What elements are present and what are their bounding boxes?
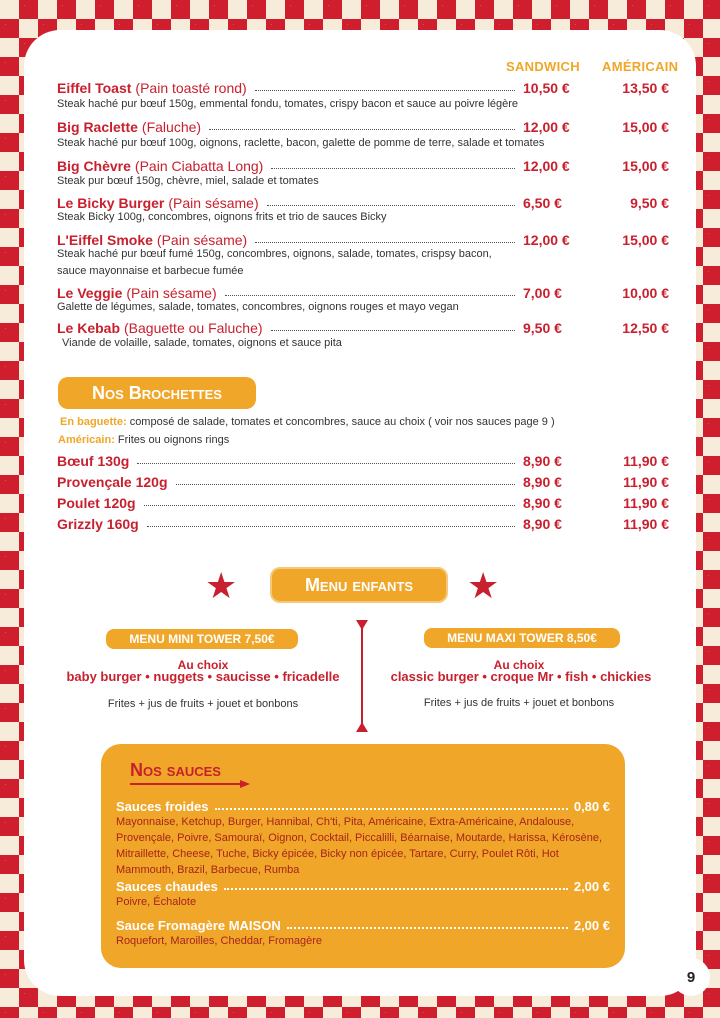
americain-price: 15,00 € [622,158,669,174]
americain-text: Frites ou oignons rings [117,434,230,446]
sandwich-price: 8,90 € [523,516,562,532]
title-underline [128,779,252,789]
leader-dots [255,242,515,243]
leader-dots [147,526,515,527]
leader-dots [267,205,515,206]
leader-dots [215,808,568,810]
item-description: Galette de légumes, salade, tomates, concombres, oignons rouges et mayo vegan [57,301,459,313]
item-description: sauce mayonnaise et barbecue fumée [57,265,244,277]
item-name: Eiffel Toast [57,80,132,96]
americain-price: 12,50 € [622,320,669,336]
leader-dots [176,484,515,485]
item-description: Viande de volaille, salade, tomates, oignons et sauce pita [62,337,342,349]
sandwich-price: 12,00 € [523,158,570,174]
option: croque Mr [490,669,554,684]
leader-dots [287,927,568,929]
leader-dots [271,330,515,331]
sauce-list: Roquefort, Maroilles, Cheddar, Fromagère [116,935,323,947]
americain-column-header: AMÉRICAIN [602,59,679,74]
item-description: Steak haché pur bœuf fumé 150g, concombres, oignons, salade, tomates, crispsy bacon, [57,248,492,260]
sandwich-price: 8,90 € [523,495,562,511]
baguette-label: En baguette: [60,416,127,428]
item-name: Bœuf 130g [57,453,130,469]
americain-label: Américain: [58,434,115,446]
americain-price: 11,90 € [623,453,669,469]
americain-price: 11,90 € [623,474,669,490]
leader-dots [224,888,568,890]
americain-price: 11,90 € [623,516,669,532]
baguette-text: composé de salade, tomates et concombres, sauce au choix ( voir nos sauces page 9 ) [129,416,555,428]
americain-price: 10,00 € [622,285,669,301]
item-name: Provençale 120g [57,474,168,490]
option: classic burger [390,669,479,684]
item-name: Big Chèvre [57,158,131,174]
item-name: Le Bicky Burger [57,195,165,211]
americain-price: 13,50 € [622,80,669,96]
menu-item [57,191,669,211]
item-name: Le Veggie [57,285,123,301]
sandwich-price: 12,00 € [523,119,570,135]
item-bread: (Faluche) [141,119,202,135]
menu-item [57,281,669,301]
brochette-item [57,470,669,490]
sandwich-price: 6,50 € [523,195,562,211]
sauce-group-price: 2,00 € [573,918,610,933]
option: baby burger [66,669,142,684]
sauce-group [116,915,610,933]
leader-dots [209,129,515,130]
americain-price: 15,00 € [622,119,669,135]
maxi-options: classic burger • croque Mr • fish • chickies [390,669,652,684]
brochettes-title: Nos Brochettes [58,377,256,409]
sauce-list: Poivre, Échalote [116,896,197,908]
item-name: Big Raclette [57,119,138,135]
maxi-tower-title: MENU MAXI TOWER 8,50€ [424,628,620,648]
page-number: 9 [672,958,710,996]
option: fish [565,669,589,684]
item-name: Grizzly 160g [57,516,139,532]
sauce-group-name: Sauces chaudes [116,879,218,894]
item-bread: (Pain sésame) [156,232,248,248]
item-name: L'Eiffel Smoke [57,232,153,248]
option: saucisse [215,669,271,684]
menu-item [57,154,669,174]
menu-item [57,228,669,248]
sandwich-price: 10,50 € [523,80,570,96]
item-description: Steak pur bœuf 150g, chèvre, miel, salade et tomates [57,175,319,187]
sandwich-price: 8,90 € [523,453,562,469]
menu-item [57,316,669,336]
americain-price: 11,90 € [623,495,669,511]
menu-item [57,76,669,96]
mini-options: baby burger • nuggets • saucisse • fricadelle [66,669,340,684]
sauce-list: Mayonnaise, Ketchup, Burger, Hannibal, Ch'ti, Pita, Américaine, Extra-Américaine, Andalouse, Provençale, Poivre, Samouraï, Oignon, Cocktail, Piccalilli, Béarnaise, Moutarde, Harissa, Kérosène, Mitraillette, Cheese, Tuche, Bicky épicée, Bicky non épicée, Tartare, Curry, Poulet Rôti, Hot Mammouth, Brazil, Barbecue, Rumba [116,816,603,876]
sandwich-price: 12,00 € [523,232,570,248]
item-bread: (Pain sésame) [168,195,259,211]
item-name: Le Kebab [57,320,121,336]
sauce-group-name: Sauce Fromagère MAISON [116,918,281,933]
sauces-title: Nos sauces [130,760,221,780]
sauce-group-name: Sauces froides [116,799,209,814]
option: fricadelle [282,669,340,684]
americain-price: 9,50 € [630,195,669,211]
option: chickies [600,669,652,684]
star-icon: ★ [205,565,238,606]
star-icon: ★ [467,565,500,606]
sandwich-column-header: SANDWICH [506,59,580,74]
leader-dots [144,505,515,506]
item-name: Poulet 120g [57,495,136,511]
brochettes-baguette-line [60,416,555,428]
item-bread: (Pain sésame) [126,285,217,301]
brochette-item [57,512,669,532]
sandwich-price: 8,90 € [523,474,562,490]
enfants-title: Menu enfants [270,567,448,603]
leader-dots [271,168,515,169]
item-description: Steak Bicky 100g, concombres, oignons frits et trio de sauces Bicky [57,211,387,223]
leader-dots [225,295,515,296]
item-bread: (Baguette ou Faluche) [124,320,263,336]
brochette-item [57,491,669,511]
mini-extras: Frites + jus de fruits + jouet et bonbons [107,698,299,710]
option: nuggets [153,669,204,684]
item-description: Steak haché pur bœuf 150g, emmental fondu, tomates, crispy bacon et sauce au poivre légère [57,98,519,110]
mini-tower-title: MENU MINI TOWER 7,50€ [106,629,298,649]
item-bread: (Pain Ciabatta Long) [134,158,264,174]
maxi-extras: Frites + jus de fruits + jouet et bonbons [423,697,615,709]
sauce-group-price: 0,80 € [573,799,610,814]
brochette-item [57,449,669,469]
sauce-group [116,796,610,814]
americain-price: 15,00 € [622,232,669,248]
maxi-choice-label: Au choix [493,658,545,672]
sauce-group-price: 2,00 € [573,879,610,894]
leader-dots [137,463,515,464]
sandwich-price: 9,50 € [523,320,562,336]
sauce-group [116,876,610,894]
brochettes-americain-line [58,434,229,446]
mini-choice-label: Au choix [177,658,229,672]
sandwich-price: 7,00 € [523,285,562,301]
item-bread: (Pain toasté rond) [135,80,247,96]
leader-dots [255,90,515,91]
menu-item [57,115,669,135]
item-description: Steak haché pur bœuf 100g, oignons, raclette, bacon, galette de pomme de terre, salade et tomates [57,137,545,149]
